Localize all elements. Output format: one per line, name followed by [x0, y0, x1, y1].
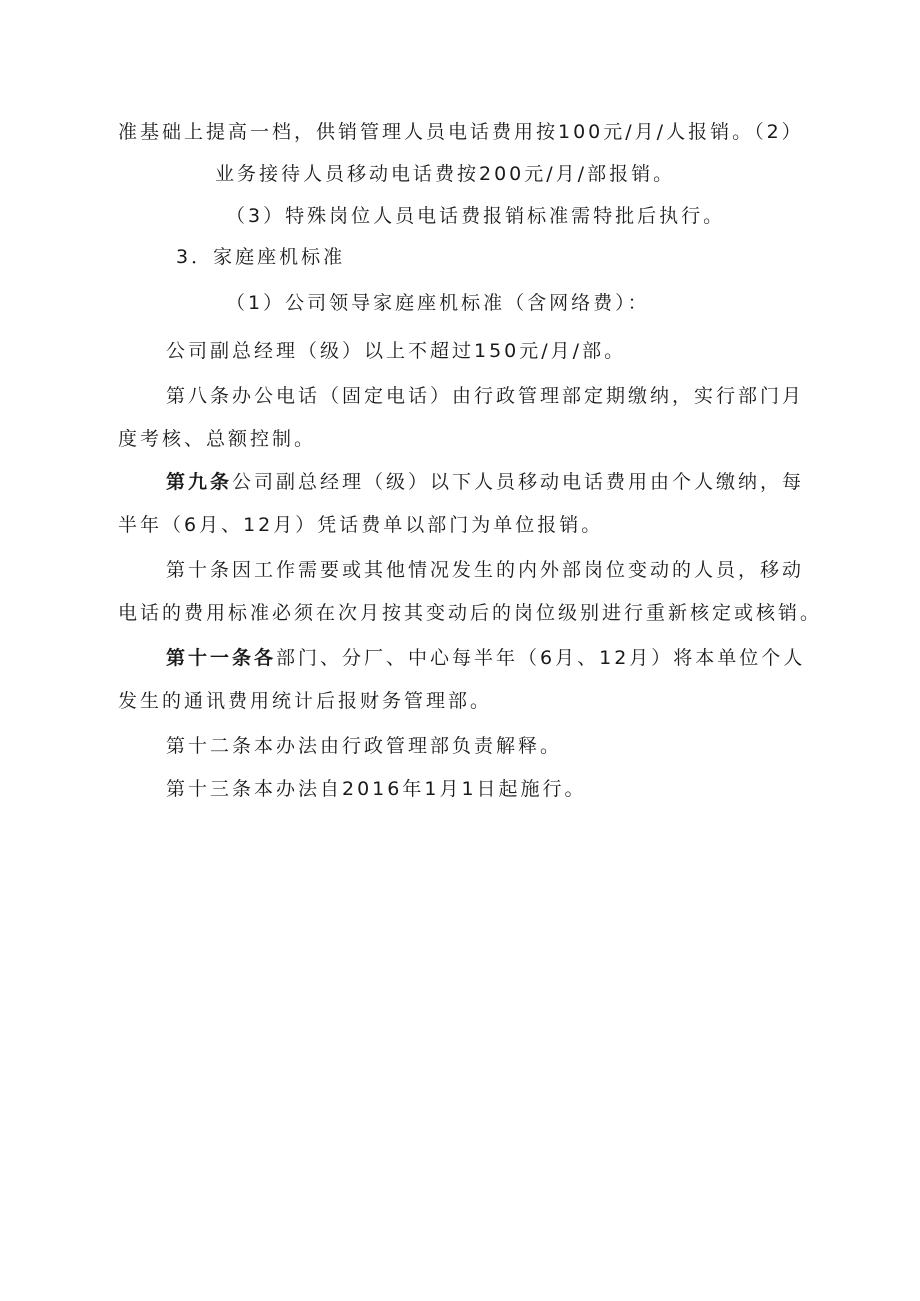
article-line: 第十三条本办法自2016年1月1日起施行。	[166, 778, 587, 800]
article-line	[166, 644, 805, 672]
article-line	[166, 468, 804, 496]
text-line: 业务接待人员移动电话费按200元/月/部报销。	[215, 163, 676, 185]
article-text: 部门、分厂、中心每半年（6月、12月）将本单位个人	[276, 647, 806, 669]
section-heading: 3．家庭座机标准	[176, 246, 346, 268]
text-line: 度考核、总额控制。	[118, 428, 317, 450]
text-line: 发生的通讯费用统计后报财务管理部。	[118, 690, 493, 712]
article-line: 第十二条本办法由行政管理部负责解释。	[166, 735, 563, 757]
text-line: 电话的费用标准必须在次月按其变动后的岗位级别进行重新核定或核销。	[118, 602, 823, 624]
article-number: 第十一条各	[166, 647, 277, 669]
text-line: 公司副总经理（级）以上不超过150元/月/部。	[166, 340, 627, 362]
article-line: 第八条办公电话（固定电话）由行政管理部定期缴纳，实行部门月	[166, 385, 805, 407]
article-number: 第九条	[166, 471, 233, 493]
text-line: （3）特殊岗位人员电话费报销标准需特批后执行。	[226, 205, 726, 227]
text-line: 半年（6月、12月）凭话费单以部门为单位报销。	[118, 514, 604, 536]
article-line: 第十条因工作需要或其他情况发生的内外部岗位变动的人员，移动	[166, 559, 805, 581]
article-text: 公司副总经理（级）以下人员移动电话费用由个人缴纳，每	[232, 471, 805, 493]
text-line: （1）公司领导家庭座机标准（含网络费）：	[226, 292, 650, 314]
text-line: 准基础上提高一档，供销管理人员电话费用按100元/月/人报销。（2）	[118, 121, 804, 143]
